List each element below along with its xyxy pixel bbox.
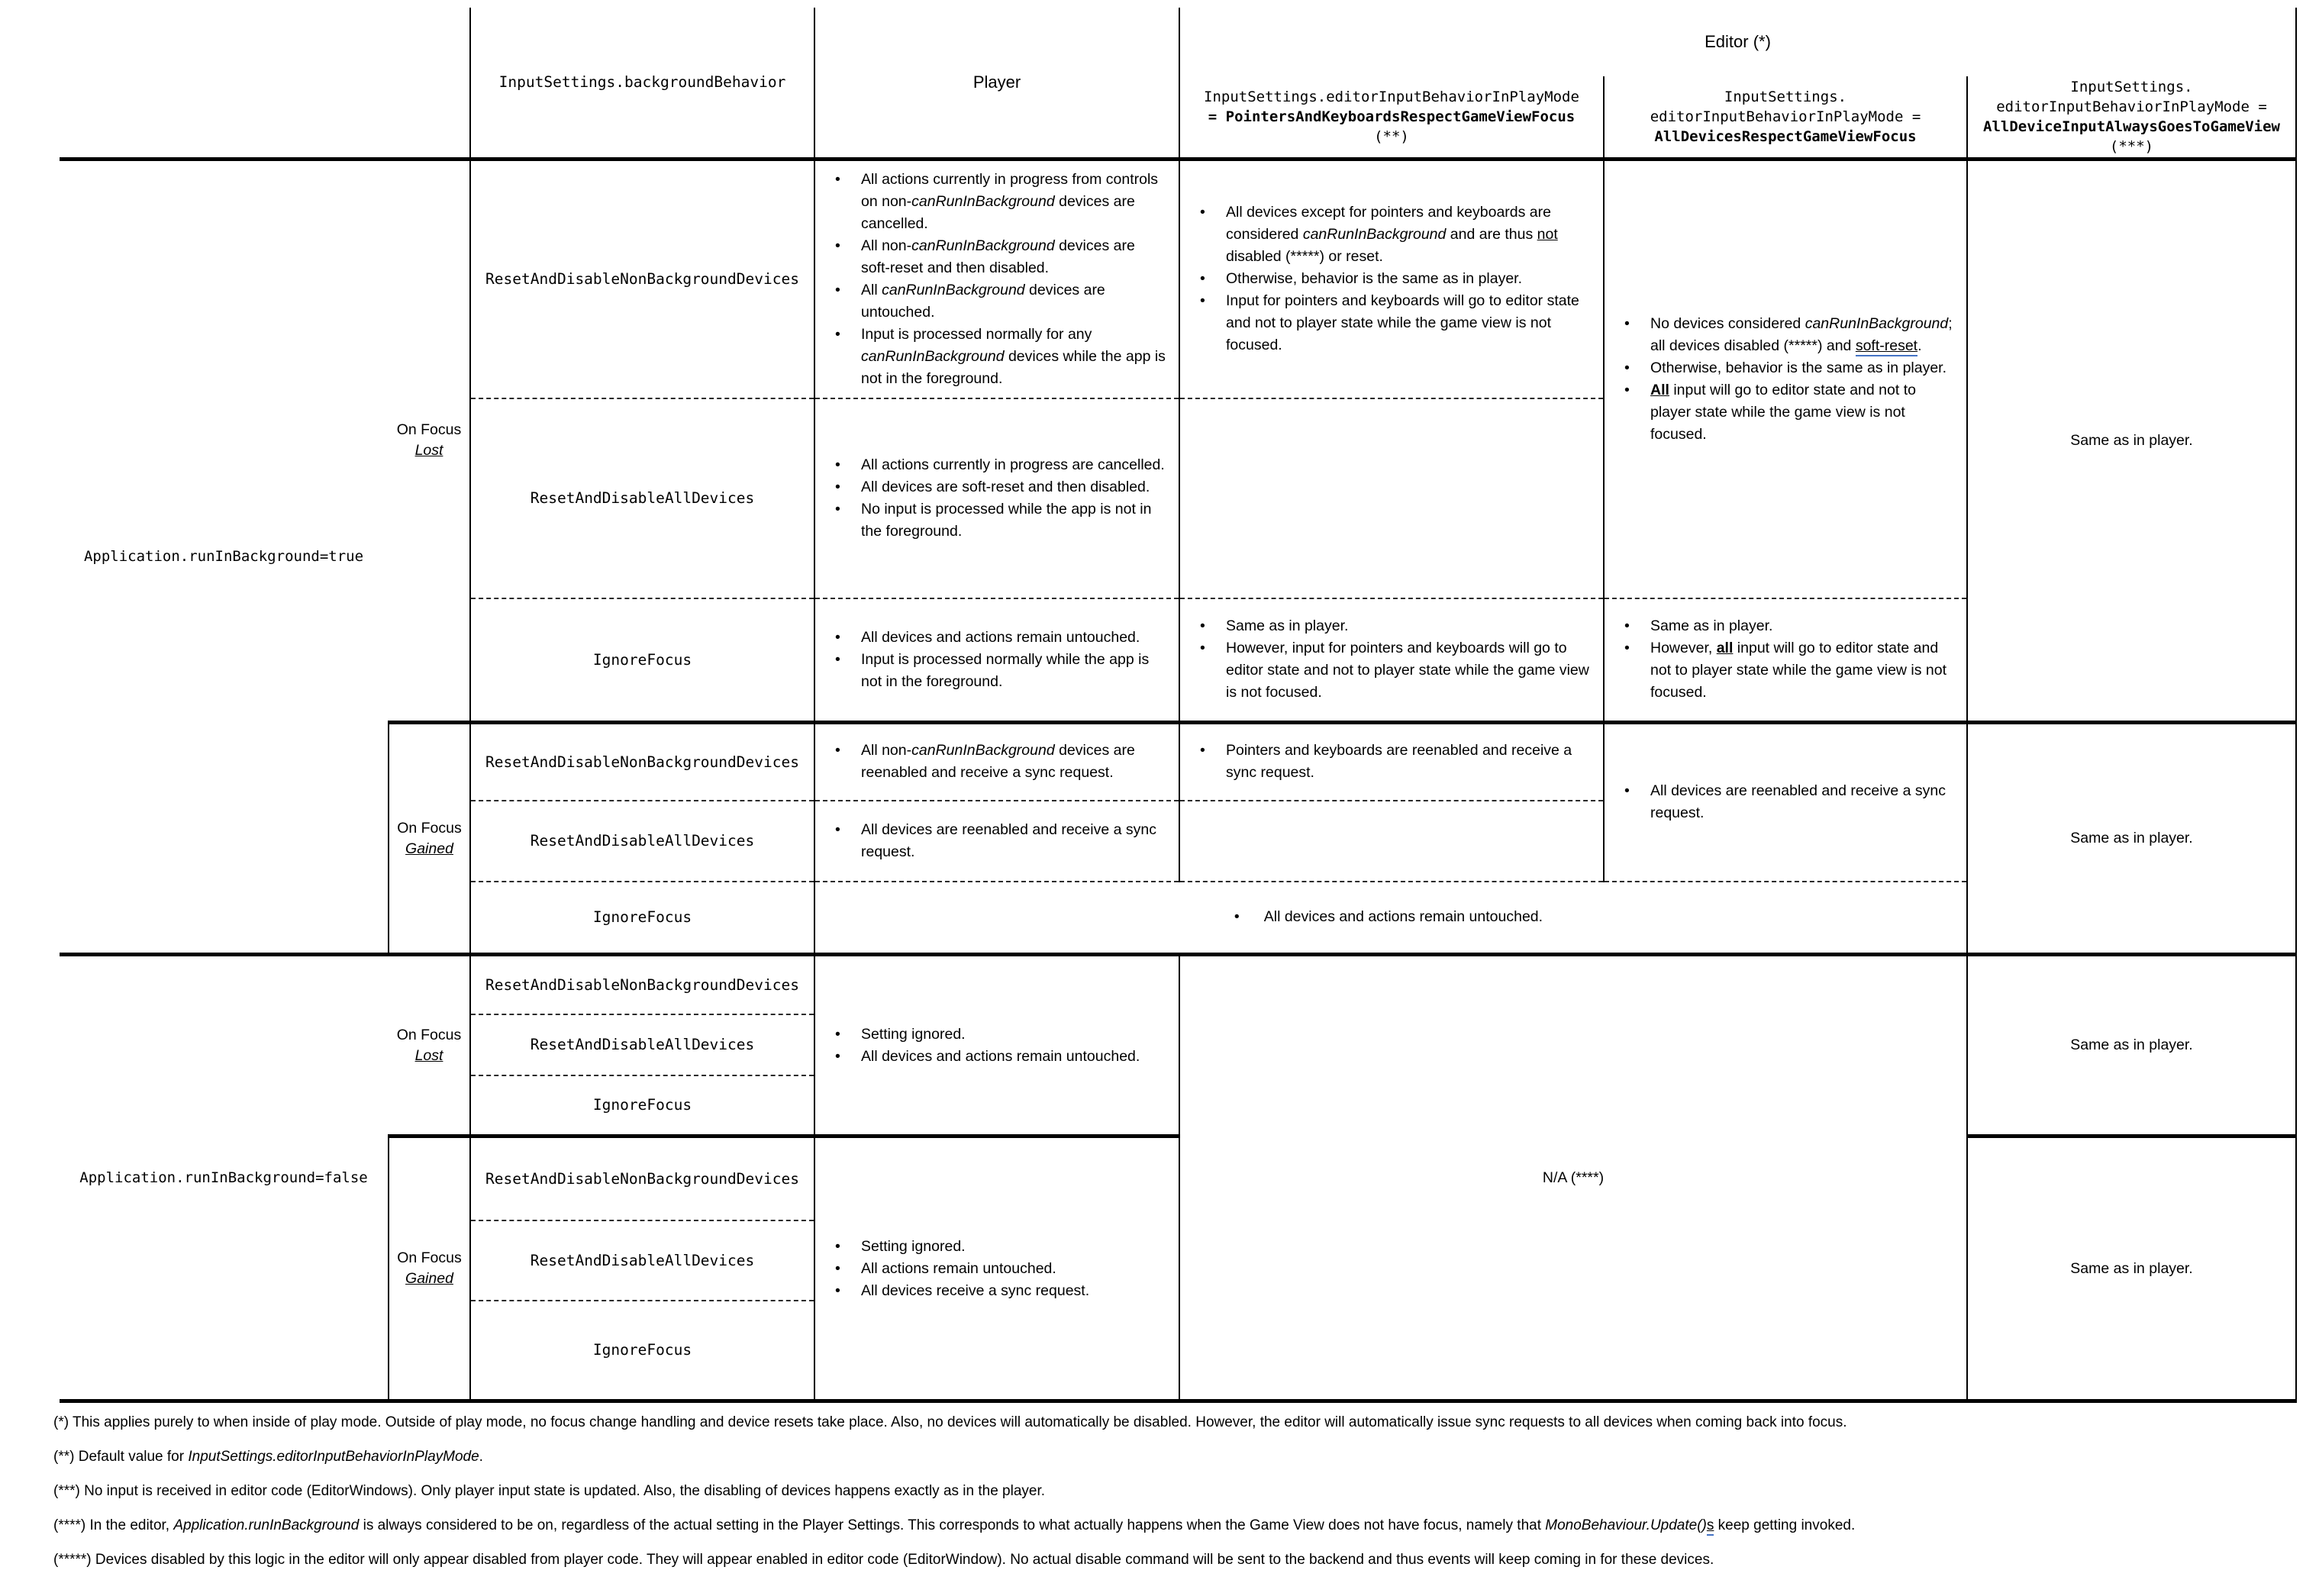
text-run: (***) No input is received in editor code (EditorWindows). Only player input state is updated. Also, the disabling of devices happens exactly as in the player. bbox=[53, 1483, 1046, 1499]
on-focus-label: On Focus bbox=[397, 1249, 462, 1266]
text-run: canRunInBackground bbox=[911, 192, 1055, 210]
text-run: and are thus bbox=[1446, 226, 1537, 243]
bullet-marker: • bbox=[835, 1047, 840, 1065]
bullet-text bbox=[861, 1046, 1174, 1068]
section-run-in-background-true: Application.runInBackground=true bbox=[60, 159, 389, 955]
behavior-nonbg-false-gained: ResetAndDisableNonBackgroundDevices bbox=[470, 1137, 814, 1220]
text-run: Input is processed normally for any bbox=[861, 325, 1092, 343]
bullet-marker: • bbox=[1200, 292, 1205, 309]
text-run: canRunInBackground bbox=[911, 742, 1055, 759]
cell-true-gained-editor2 bbox=[1604, 723, 1967, 882]
focus-lost-false bbox=[389, 955, 470, 1137]
cell-true-gained-nonbg-editor1 bbox=[1179, 723, 1604, 801]
bullet-item bbox=[815, 819, 1174, 863]
text-run: Input is processed normally while the app is not in the foreground. bbox=[861, 650, 1150, 690]
editor-sub1-line3: (**) bbox=[1374, 127, 1409, 145]
behavior-alldev-false-lost: ResetAndDisableAllDevices bbox=[470, 1014, 814, 1075]
header-player: Player bbox=[814, 8, 1179, 159]
text-run: No devices considered bbox=[1650, 314, 1805, 332]
bullet-marker: • bbox=[835, 1237, 840, 1255]
text-run: . bbox=[479, 1449, 483, 1465]
cell-true-lost-editor3: Same as in player. bbox=[1967, 159, 2296, 723]
text-run: (*****) Devices disabled by this logic in the editor will only appear disabled from player code. They will appear enabled in editor code (EditorWindow). No actual disable command will be sent to the backend and thus events will keep coming in for these devices. bbox=[53, 1552, 1714, 1568]
cell-true-gained-alldev-editor1 bbox=[1179, 801, 1604, 882]
editor-sub3-line2: editorInputBehaviorInPlayMode = bbox=[1996, 98, 2267, 115]
cell-false-gained-editor3: Same as in player. bbox=[1967, 1137, 2296, 1401]
bullet-text bbox=[1650, 357, 1962, 379]
bullet-marker: • bbox=[1234, 908, 1240, 926]
bullet-item bbox=[815, 627, 1174, 649]
text-run: devices are cancelled. bbox=[861, 192, 1135, 232]
text-run: devices are reenabled and receive a sync request. bbox=[861, 742, 1135, 782]
bullet-text bbox=[861, 169, 1174, 235]
bullet-text bbox=[861, 498, 1174, 543]
text-run: All devices and actions remain untouched. bbox=[861, 628, 1140, 646]
behavior-ignore-false-lost: IgnoreFocus bbox=[470, 1075, 814, 1137]
cell-true-gained-ignore-merged bbox=[814, 882, 1967, 955]
bullet-text bbox=[861, 1024, 1174, 1046]
bullet-item bbox=[1605, 637, 1962, 704]
text-run: canRunInBackground bbox=[1302, 226, 1447, 243]
bullet-marker: • bbox=[1624, 359, 1630, 376]
text-run: InputSettings.editorInputBehaviorInPlayMode bbox=[188, 1449, 479, 1465]
bullet-item bbox=[815, 649, 1174, 693]
bullet-marker: • bbox=[1200, 640, 1205, 657]
behavior-alldev-true-lost: ResetAndDisableAllDevices bbox=[470, 398, 814, 598]
footnotes bbox=[53, 1414, 2298, 1585]
bullet-item bbox=[815, 1258, 1174, 1280]
cell-true-lost-editor2 bbox=[1604, 159, 1967, 598]
bullet-item bbox=[1605, 379, 1962, 446]
bullet-item bbox=[815, 324, 1174, 390]
bullet-marker: • bbox=[1200, 204, 1205, 221]
bullet-marker: • bbox=[835, 650, 840, 668]
text-run: All devices and actions remain untouched. bbox=[861, 1047, 1140, 1065]
bullet-text bbox=[861, 649, 1174, 693]
bullet-text bbox=[861, 1280, 1174, 1302]
bullet-marker: • bbox=[835, 628, 840, 646]
bullet-marker: • bbox=[1200, 270, 1205, 287]
text-run: Pointers and keyboards are reenabled and receive a sync request. bbox=[1226, 742, 1572, 782]
text-run: Input for pointers and keyboards will go to editor state and not to player state while the game view is not focused. bbox=[1226, 292, 1579, 353]
gained-label: Gained bbox=[405, 840, 453, 857]
text-run: (****) In the editor, bbox=[53, 1517, 174, 1533]
bullet-text bbox=[861, 324, 1174, 390]
bullet-marker: • bbox=[835, 1259, 840, 1277]
bullet-marker: • bbox=[1624, 782, 1630, 800]
text-run: disabled (*****) or reset. bbox=[1226, 248, 1383, 265]
text-run: Same as in player. bbox=[1226, 617, 1349, 635]
text-run: canRunInBackground bbox=[1805, 314, 1949, 332]
text-run: canRunInBackground bbox=[882, 281, 1025, 298]
input-settings-behavior-table bbox=[60, 8, 2297, 1403]
bullet-text bbox=[1226, 202, 1598, 268]
bullet-text bbox=[861, 740, 1174, 784]
text-run: not bbox=[1537, 226, 1558, 243]
bullet-item bbox=[1180, 637, 1598, 704]
bullet-item bbox=[815, 1024, 1174, 1046]
footnote-3 bbox=[53, 1482, 2298, 1501]
editor-sub2-line1: InputSettings. bbox=[1724, 88, 1847, 105]
text-run: keep getting invoked. bbox=[1714, 1517, 1856, 1533]
behavior-ignore-false-gained: IgnoreFocus bbox=[470, 1301, 814, 1401]
header-editor-sub1 bbox=[1179, 76, 1604, 159]
bullet-item bbox=[815, 498, 1174, 543]
bullet-item bbox=[815, 454, 1174, 476]
text-run: . bbox=[1917, 337, 1922, 354]
on-focus-label: On Focus bbox=[396, 421, 462, 439]
text-run: canRunInBackground bbox=[911, 237, 1055, 254]
bullet-text bbox=[861, 476, 1174, 498]
text-run: Otherwise, behavior is the same as in player. bbox=[1226, 270, 1523, 287]
bullet-text bbox=[1650, 780, 1962, 824]
bullet-marker: • bbox=[1624, 617, 1630, 635]
bullet-text bbox=[1650, 379, 1962, 446]
text-run: However, bbox=[1650, 640, 1717, 657]
footnote-2 bbox=[53, 1448, 2298, 1466]
text-run: Setting ignored. bbox=[861, 1025, 966, 1043]
gained-label: Gained bbox=[405, 1270, 453, 1287]
lost-label: Lost bbox=[414, 442, 443, 459]
focus-gained-false bbox=[389, 1137, 470, 1401]
behavior-nonbg-false-lost: ResetAndDisableNonBackgroundDevices bbox=[470, 955, 814, 1014]
editor-sub2-line2: editorInputBehaviorInPlayMode = bbox=[1650, 108, 1921, 125]
bullet-marker: • bbox=[835, 478, 840, 495]
header-editor-sub3 bbox=[1967, 76, 2296, 159]
bullet-marker: • bbox=[835, 456, 840, 473]
behavior-alldev-false-gained: ResetAndDisableAllDevices bbox=[470, 1220, 814, 1301]
header-background-behavior: InputSettings.backgroundBehavior bbox=[470, 8, 814, 159]
text-run: All devices are soft-reset and then disabled. bbox=[861, 478, 1150, 495]
text-run: All bbox=[1650, 381, 1669, 398]
text-run: However, input for pointers and keyboards will go to editor state and not to player state while the game view is not focused. bbox=[1226, 640, 1589, 701]
text-run: All non- bbox=[861, 237, 912, 254]
text-run: All devices and actions remain untouched. bbox=[1263, 908, 1543, 926]
bullet-text bbox=[861, 454, 1174, 476]
bullet-item bbox=[815, 279, 1174, 324]
editor-sub1-line1: InputSettings.editorInputBehaviorInPlayMode bbox=[1204, 88, 1579, 105]
cell-false-editors-na: N/A (****) bbox=[1179, 955, 1967, 1401]
bullet-text bbox=[1650, 637, 1962, 704]
cell-true-lost-ignore-editor1 bbox=[1179, 598, 1604, 723]
header-editor-sub2 bbox=[1604, 76, 1967, 159]
lost-label: Lost bbox=[414, 1046, 443, 1064]
editor-sub1-line2: = PointersAndKeyboardsRespectGameViewFocus bbox=[1208, 108, 1576, 125]
cell-true-lost-nonbg-player bbox=[814, 159, 1179, 398]
bullet-text bbox=[1226, 740, 1598, 784]
bullet-text bbox=[1650, 313, 1962, 357]
focus-lost-true bbox=[389, 159, 470, 723]
bullet-item bbox=[1180, 268, 1598, 290]
bullet-marker: • bbox=[835, 170, 840, 188]
text-run: soft-reset bbox=[1856, 337, 1917, 356]
bullet-item bbox=[1180, 740, 1598, 784]
text-run: is always considered to be on, regardless of the actual setting in the Player Settings. This corresponds to what actually happens when the Game View does not have focus, namely that bbox=[359, 1517, 1546, 1533]
text-run: All bbox=[861, 281, 882, 298]
editor-sub2-line3: AllDevicesRespectGameViewFocus bbox=[1654, 127, 1917, 145]
bullet-marker: • bbox=[835, 237, 840, 254]
footnote-5 bbox=[53, 1551, 2298, 1569]
bullet-marker: • bbox=[835, 1282, 840, 1299]
bullet-marker: • bbox=[835, 742, 840, 759]
bullet-item bbox=[815, 235, 1174, 279]
text-run: s bbox=[1707, 1517, 1714, 1536]
behavior-ignore-true-lost: IgnoreFocus bbox=[470, 598, 814, 723]
behavior-alldev-true-gained: ResetAndDisableAllDevices bbox=[470, 801, 814, 882]
bullet-marker: • bbox=[835, 821, 840, 838]
text-run: devices are soft-reset and then disabled. bbox=[861, 237, 1135, 276]
behavior-nonbg-true-lost: ResetAndDisableNonBackgroundDevices bbox=[470, 159, 814, 398]
bullet-item bbox=[815, 1046, 1174, 1068]
text-run: All actions currently in progress from controls on non- bbox=[861, 170, 1159, 210]
bullet-item bbox=[815, 476, 1174, 498]
bullet-marker: • bbox=[1624, 314, 1630, 332]
editor-sub3-line4: (***) bbox=[2109, 137, 2154, 155]
text-run: all bbox=[1716, 640, 1734, 657]
bullet-marker: • bbox=[1200, 617, 1205, 635]
bullet-text bbox=[1226, 268, 1598, 290]
text-run: (**) Default value for bbox=[53, 1449, 189, 1465]
bullet-marker: • bbox=[835, 325, 840, 343]
bullet-item bbox=[815, 906, 1962, 928]
bullet-text bbox=[1226, 637, 1598, 704]
text-run: devices are untouched. bbox=[861, 281, 1105, 321]
text-run: MonoBehaviour.Update() bbox=[1545, 1517, 1707, 1533]
bullet-text bbox=[1264, 906, 1543, 928]
bullet-item bbox=[1180, 290, 1598, 356]
cell-true-gained-nonbg-player bbox=[814, 723, 1179, 801]
bullet-marker: • bbox=[835, 1025, 840, 1043]
bullet-text bbox=[861, 235, 1174, 279]
text-run: All devices are reenabled and receive a sync request. bbox=[861, 821, 1156, 860]
bullet-text bbox=[1226, 290, 1598, 356]
focus-gained-true bbox=[389, 723, 470, 955]
bullet-item bbox=[1605, 780, 1962, 824]
bullet-text bbox=[861, 819, 1174, 863]
cell-true-lost-ignore-player bbox=[814, 598, 1179, 723]
cell-false-lost-player bbox=[814, 955, 1179, 1137]
text-run: Setting ignored. bbox=[861, 1237, 966, 1255]
header-editor-group: Editor (*) bbox=[1179, 8, 2296, 76]
text-run: No input is processed while the app is not in the foreground. bbox=[861, 500, 1152, 540]
text-run: Otherwise, behavior is the same as in player. bbox=[1650, 359, 1947, 376]
on-focus-label: On Focus bbox=[397, 819, 462, 837]
bullet-marker: • bbox=[835, 500, 840, 517]
cell-true-gained-editor3: Same as in player. bbox=[1967, 723, 2296, 955]
text-run: All actions currently in progress are cancelled. bbox=[861, 456, 1165, 473]
editor-sub3-line1: InputSettings. bbox=[2070, 78, 2193, 95]
behavior-ignore-true-gained: IgnoreFocus bbox=[470, 882, 814, 955]
footnote-4 bbox=[53, 1517, 2298, 1535]
behavior-nonbg-true-gained: ResetAndDisableNonBackgroundDevices bbox=[470, 723, 814, 801]
bullet-text bbox=[861, 627, 1174, 649]
header-blank-cell bbox=[60, 8, 470, 159]
bullet-item bbox=[815, 1280, 1174, 1302]
cell-false-gained-player bbox=[814, 1137, 1179, 1401]
cell-true-lost-alldev-editor1 bbox=[1179, 398, 1604, 598]
text-run: canRunInBackground bbox=[861, 347, 1005, 365]
bullet-marker: • bbox=[1624, 640, 1630, 657]
text-run: ; all devices disabled (*****) and bbox=[1650, 314, 1953, 354]
cell-true-lost-nonbg-editor1 bbox=[1179, 159, 1604, 398]
footnote-1 bbox=[53, 1414, 2298, 1432]
cell-true-gained-alldev-player bbox=[814, 801, 1179, 882]
text-run: devices while the app is not in the foreground. bbox=[861, 347, 1166, 387]
text-run: input will go to editor state and not to player state while the game view is not focused. bbox=[1650, 640, 1947, 701]
on-focus-label: On Focus bbox=[396, 1026, 462, 1043]
text-run: All devices except for pointers and keyboards are considered bbox=[1226, 204, 1551, 243]
bullet-text bbox=[861, 1258, 1174, 1280]
text-run: All devices receive a sync request. bbox=[861, 1282, 1090, 1299]
text-run: All devices are reenabled and receive a sync request. bbox=[1650, 782, 1946, 822]
bullet-item bbox=[1180, 202, 1598, 268]
bullet-marker: • bbox=[1624, 381, 1630, 398]
section-run-in-background-false: Application.runInBackground=false bbox=[60, 955, 389, 1401]
bullet-text bbox=[861, 1236, 1174, 1258]
bullet-item bbox=[1180, 615, 1598, 637]
bullet-text bbox=[1650, 615, 1962, 637]
editor-sub3-line3: AllDeviceInputAlwaysGoesToGameView bbox=[1983, 118, 2280, 135]
cell-true-lost-ignore-editor2 bbox=[1604, 598, 1967, 723]
text-run: Same as in player. bbox=[1650, 617, 1773, 635]
text-run: (*) This applies purely to when inside of play mode. Outside of play mode, no focus change handling and device resets take place. Also, no devices will automatically be disabled. However, the editor will automatically issue sync requests to all devices when coming back into focus. bbox=[53, 1414, 1847, 1430]
bullet-text bbox=[1226, 615, 1598, 637]
text-run: All non- bbox=[861, 742, 912, 759]
cell-true-lost-alldev-player bbox=[814, 398, 1179, 598]
text-run: Application.runInBackground bbox=[173, 1517, 360, 1533]
bullet-item bbox=[1605, 313, 1962, 357]
bullet-item bbox=[815, 740, 1174, 784]
bullet-item bbox=[1605, 615, 1962, 637]
text-run: All actions remain untouched. bbox=[861, 1259, 1056, 1277]
bullet-item bbox=[1605, 357, 1962, 379]
bullet-item bbox=[815, 169, 1174, 235]
bullet-text bbox=[861, 279, 1174, 324]
bullet-marker: • bbox=[1200, 742, 1205, 759]
bullet-marker: • bbox=[835, 281, 840, 298]
cell-false-lost-editor3: Same as in player. bbox=[1967, 955, 2296, 1137]
text-run: input will go to editor state and not to player state while the game view is not focused. bbox=[1650, 381, 1916, 443]
bullet-item bbox=[815, 1236, 1174, 1258]
